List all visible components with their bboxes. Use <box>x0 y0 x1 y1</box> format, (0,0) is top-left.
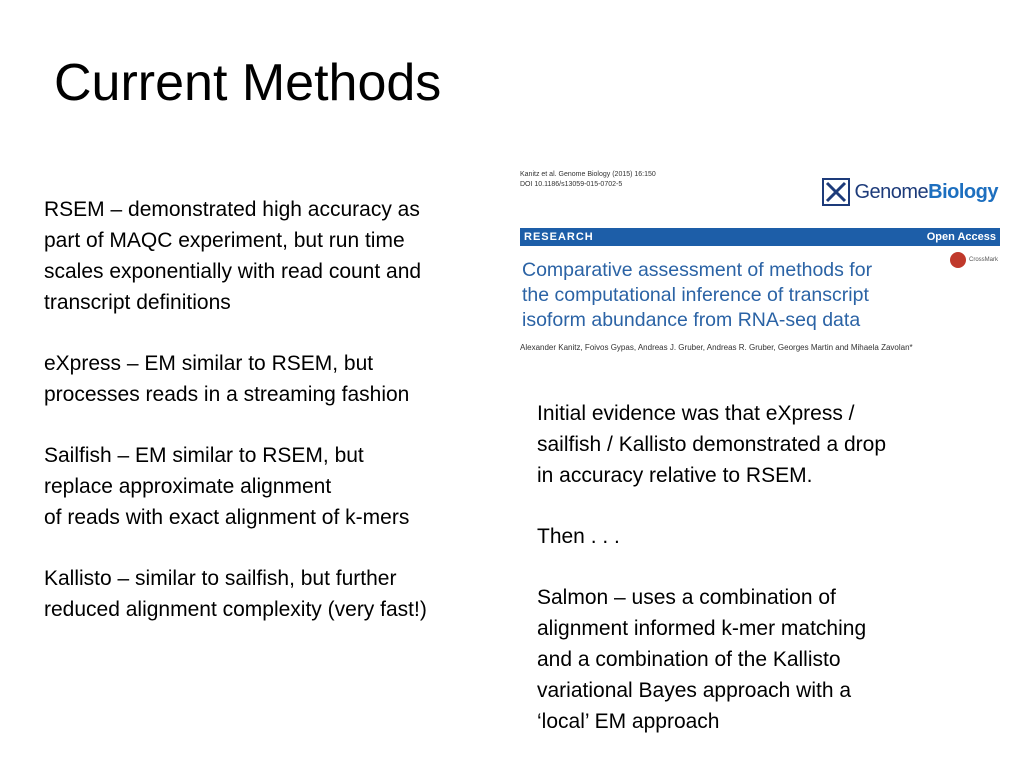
paper-header-image <box>520 170 1000 362</box>
paper-authors: Alexander Kanitz, Foivos Gypas, Andreas J. Gruber, Andreas R. Gruber, Georges Martin and Mihaela Zavolan* <box>520 343 913 352</box>
right-column <box>537 398 977 767</box>
method-rsem: RSEM – demonstrated high accuracy as part of MAQC experiment, but run time scales exponentially with read count and transcript definitions <box>44 198 422 314</box>
crossmark-icon <box>950 252 966 268</box>
open-access-label: Open Access <box>926 231 996 243</box>
citation-line1: Kanitz et al. Genome Biology (2015) 16:150 <box>520 171 656 178</box>
genome-biology-logo-icon <box>822 178 850 206</box>
method-express: eXpress – EM similar to RSEM, but processes reads in a streaming fashion <box>44 352 410 406</box>
citation-line2: DOI 10.1186/s13059-015-0702-5 <box>520 181 623 188</box>
method-kallisto: Kallisto – similar to sailfish, but further reduced alignment complexity (very fast!) <box>44 567 427 621</box>
research-band <box>520 228 1000 246</box>
left-column <box>44 194 494 655</box>
then-text: Then . . . <box>537 525 620 548</box>
journal-prefix: Genome <box>854 180 929 203</box>
slide-title: Current Methods <box>54 54 442 112</box>
method-sailfish: Sailfish – EM similar to RSEM, but replace approximate alignment of reads with exact alignment of k-mers <box>44 444 410 529</box>
crossmark-badge <box>950 252 998 268</box>
evidence-text: Initial evidence was that eXpress / sailfish / Kallisto demonstrated a drop in accuracy relative to RSEM. <box>537 402 887 487</box>
band-label: RESEARCH <box>524 231 594 243</box>
journal-suffix: Biology <box>928 180 998 203</box>
crossmark-label: CrossMark <box>968 257 998 263</box>
paper-citation <box>520 170 656 190</box>
journal-logo <box>822 176 998 208</box>
method-salmon: Salmon – uses a combination of alignment informed k-mer matching and a combination of the Kallisto variational Bayes approach with a ‘local’ EM approach <box>537 586 867 733</box>
paper-title: Comparative assessment of methods for the computational inference of transcript isoform abundance from RNA-seq data <box>522 259 873 331</box>
